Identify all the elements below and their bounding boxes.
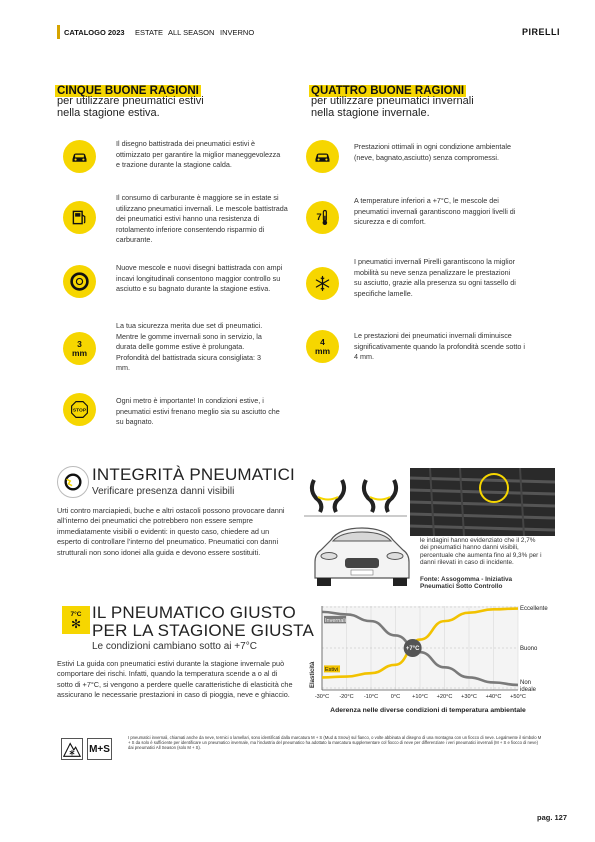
integrity-title: INTEGRITÀ PNEUMATICI [92, 465, 295, 484]
tab-inverno[interactable]: INVERNO [220, 28, 255, 37]
tread-depth-label: 3 mm [71, 338, 88, 358]
summer-reason-5-text: Ogni metro è importante! In condizioni estive, i pneumatici estivi frenano meglio sia su asciutto che su bagnato. [116, 396, 280, 427]
ms-badge-label: M+S [89, 743, 110, 755]
fuel-pump-icon [63, 201, 96, 234]
stop-sign-label: STOP [72, 408, 87, 414]
summer-reason-1-text: Il disegno battistrada dei pneumatici estivi è ottimizzato per garantire la miglior maneggevolezza e trazione durante la stagione calda. [116, 139, 281, 170]
x-tick-label: +40°C [485, 694, 502, 700]
winter-reason-1-text: Prestazioni ottimali in ogni condizione ambientale (neve, bagnato,asciutto) senza compromessi. [354, 142, 512, 162]
integrity-body: Urti contro marciapiedi, buche e altri ostacoli possono provocare danni all’interno dei pneumatici che potrebbero non essere sempre immediatamente visibili o evidenti: in questo caso, chiedere ad un esperto di controllare l’interno del pneumatico. Pneumatici con danni strutturali non sono idonei alla guida e devono essere sostituiti. [57, 506, 285, 557]
tab-all-season[interactable]: ALL SEASON [168, 28, 215, 37]
tire-damage-illustration [304, 470, 407, 520]
season-title-line1: IL PNEUMATICO GIUSTO [92, 603, 296, 622]
season-body: Estivi La guida con pneumatici estivi durante la stagione invernale può comportare dei rischi. Infatti, quando la temperatura scende a o al di sotto di +7°C, si vengono a perdere quelle caratteristiche di elasticità che assicurano le necessarie prestazioni in caso di pioggia, neve e ghiaccio. [57, 659, 293, 700]
temperature-snow-icon [62, 606, 90, 634]
x-tick-label: +30°C [461, 694, 477, 700]
tread-depth-icon [306, 330, 339, 363]
winter-reason-3-text: I pneumatici invernali Pirelli garantiscono la miglior mobilità su neve senza penalizzare le prestazioni su asciutto, grazie alla presenza su ogni tassello di specifiche lamelle. [354, 257, 516, 298]
tab-estate[interactable]: ESTATE [135, 28, 164, 37]
car-front-illustration [309, 522, 415, 590]
y-axis-label: Elasticità [310, 661, 316, 688]
thermometer-icon [306, 201, 339, 234]
integrity-subtitle: Verificare presenza danni visibili [92, 486, 235, 497]
catalog-title: CATALOGO 2023 [64, 28, 125, 37]
car-icon [306, 140, 339, 173]
x-tick-label: +10°C [412, 694, 428, 700]
snowflake-icon [306, 267, 339, 300]
x-tick-label: +50°C [510, 694, 526, 700]
summer-subtitle-line2: nella stagione estiva. [57, 107, 160, 119]
level-label-non-ideale: Non [520, 680, 532, 686]
integrity-source: Fonte: Assogomma - Iniziativa Pneumatici Sotto Controllo [420, 576, 513, 591]
series-label-estivi: Estivi [325, 666, 339, 673]
tire-icon [63, 265, 96, 298]
car-icon [63, 140, 96, 173]
thermometer-label: 7 [316, 212, 322, 224]
x-tick-label: -30°C [314, 694, 330, 700]
summer-section-title: CINQUE BUONE RAGIONI [57, 85, 199, 97]
x-tick-label: +20°C [436, 694, 453, 700]
winter-subtitle-line2: nella stagione invernale. [311, 107, 430, 119]
tread-depth-label: 4 mm [314, 336, 331, 356]
x-tick-label: -20°C [339, 694, 354, 700]
stop-sign-icon [63, 393, 96, 426]
tread-depth-icon [63, 332, 96, 365]
page-number: pag. 127 [537, 813, 568, 822]
mountain-snowflake-icon [61, 738, 83, 760]
temperature-label: 7°C [70, 610, 82, 618]
summer-subtitle-line1: per utilizzare pneumatici estivi [57, 95, 204, 107]
header-accent-bar [57, 25, 60, 39]
summer-reason-2-text: Il consumo di carburante è maggiore se in estate si utilizzano pneumatici invernali. Le mescole battistrada dei pneumatici estivi hanno una resistenza di rotolamento inferiore consentendo risparmio di carburante. [116, 193, 288, 245]
level-label-non-ideale: ideale [520, 687, 537, 693]
winter-section-title: QUATTRO BUONE RAGIONI [311, 85, 465, 97]
tire-photo [410, 468, 555, 536]
level-label-eccellente: Eccellente [520, 606, 548, 612]
crossover-label: +7°C [405, 646, 420, 652]
winter-reason-4-text: Le prestazioni dei pneumatici invernali diminuisce significativamente quando la profondità scende sotto i 4 mm. [354, 331, 526, 362]
winter-reason-2-text: A temperature inferiori a +7°C, le mescole dei pneumatici invernali garantiscono maggiori livelli di sicurezza e di comfort. [354, 196, 516, 227]
season-title-line2: PER LA STAGIONE GIUSTA [92, 621, 314, 640]
brand-logo: PIRELLI [522, 27, 561, 37]
x-axis-label: Aderenza nelle diverse condizioni di temperatura ambientale [330, 707, 526, 714]
snowflake-glyph: ✻ [70, 616, 82, 631]
footer-note: I pneumatici invernali, chiamati anche da neve, termici o lamellari, sono identificati dalla marcatura M + S (Mud & Snow) sul fianco, o volte abbinata al disegno di una montagna con un fiocco di neve. Legalmente il simbolo M + S da solo è sufficiente per identificare un pneumatico invernale, ma l’industria del pneumatico ha adottato la marcatura supplementare col fiocco di neve per differenziare i veri pneumatici invernali (M + S e fiocco di neve) dai pneumatici All Season (solo M + S). [128, 735, 542, 750]
x-tick-label: -10°C [363, 694, 379, 700]
ms-badge [87, 738, 112, 760]
summer-reason-3-text: Nuove mescole e nuovi disegni battistrada con ampi incavi longitudinali consentono maggior controllo su asciutto e su bagnato durante la stagione estiva. [116, 263, 283, 294]
season-subtitle: Le condizioni cambiano sotto ai +7°C [92, 641, 257, 652]
level-label-buono: Buono [520, 646, 538, 652]
elasticity-chart [300, 600, 562, 722]
series-label-invernali: Invernali [325, 617, 346, 624]
winter-subtitle-line1: per utilizzare pneumatici invernali [311, 95, 474, 107]
summer-reason-4-text: La tua sicurezza merita due set di pneumatici. Mentre le gomme invernali sono in servizio, la durata delle gomme estive è prolungata. Profondità del battistrada sicura consigliata: 3 mm. [116, 321, 263, 373]
integrity-caption: le indagini hanno evidenziato che il 2,7% dei pneumatici hanno danni visibili, percentuale che aumenta fino al 9,3% per i danni rilevati in caso di incidente. [420, 537, 542, 566]
damaged-tire-icon [57, 466, 89, 498]
x-tick-label: 0°C [390, 694, 401, 700]
